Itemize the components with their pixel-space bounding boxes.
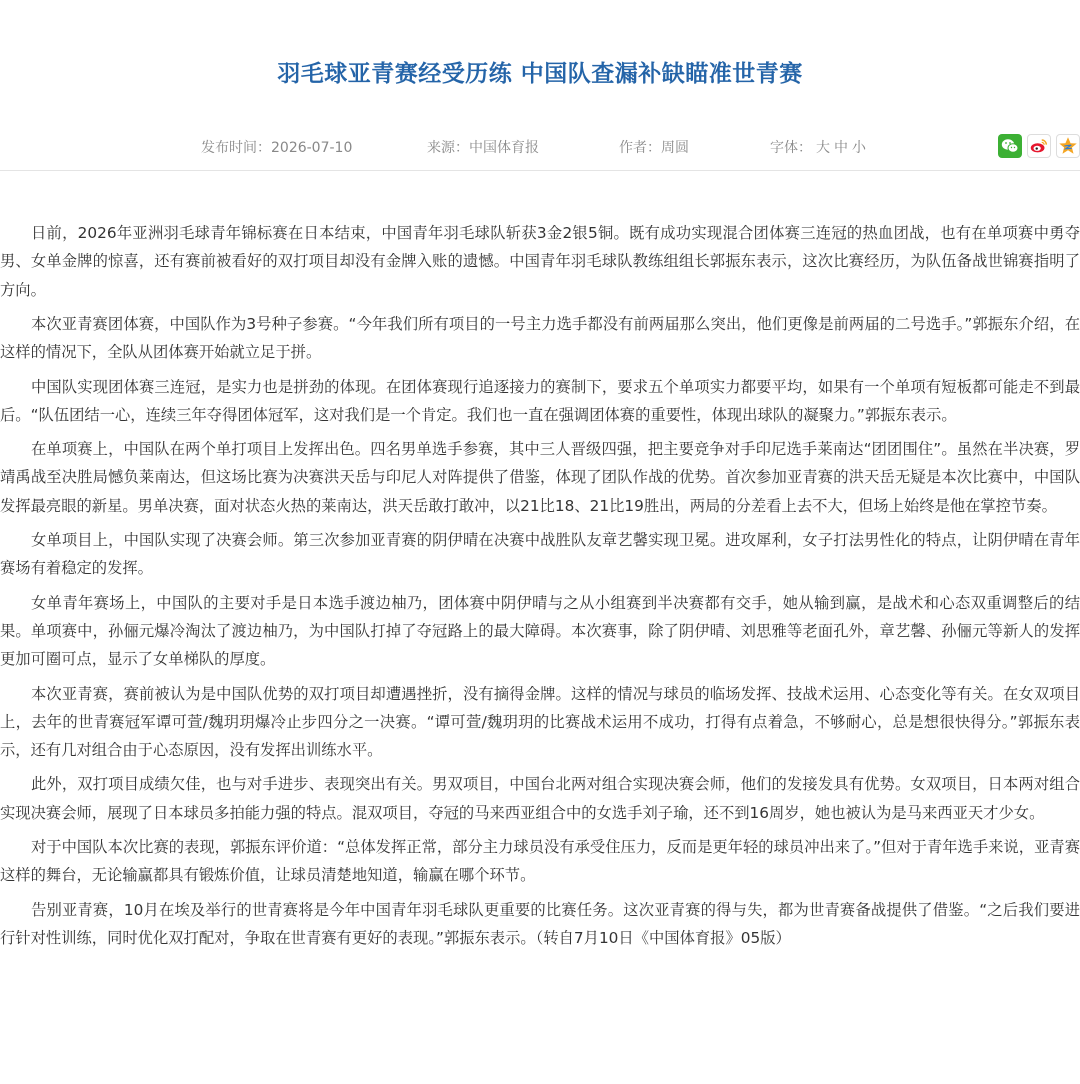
font-size-label: 字体： — [770, 140, 812, 156]
article-title: 羽毛球亚青赛经受历练 中国队查漏补缺瞄准世青赛 — [277, 61, 803, 87]
article-paragraph: 女单项目上，中国队实现了决赛会师。第三次参加亚青赛的阴伊晴在决赛中战胜队友章艺馨实现卫冕。进攻犀利，女子打法男性化的特点，让阴伊晴在青年赛场有着稳定的发挥。 — [0, 531, 1080, 578]
article-paragraph: 对于中国队本次比赛的表现，郭振东评价道：“总体发挥正常，部分主力球员没有承受住压力，反而是更年轻的球员冲出来了。”但对于青年选手来说，亚青赛这样的舞台，无论输赢都具有锻炼价值，让球员清楚地知道，输赢在哪个环节。 — [0, 838, 1080, 885]
publish-date-label: 发布时间： — [201, 140, 271, 156]
article-meta — [0, 134, 1080, 162]
article-body — [0, 219, 1080, 958]
qzone-icon — [1057, 135, 1079, 157]
article-paragraph: 告别亚青赛，10月在埃及举行的世青赛将是今年中国青年羽毛球队更重要的比赛任务。这次亚青赛的得与失，都为世青赛备战提供了借鉴。“之后我们要进行针对性训练，同时优化双打配对，争取在世青赛有更好的表现。”郭振东表示。（转自7月10日《中国体育报》05版） — [0, 900, 1080, 947]
weibo-icon — [1028, 135, 1050, 157]
share-wechat-button[interactable] — [998, 134, 1022, 158]
author-label: 作者： — [619, 140, 661, 156]
article-paragraph: 女单青年赛场上，中国队的主要对手是日本选手渡边柚乃，团体赛中阴伊晴与之从小组赛到半决赛都有交手，她从输到赢，是战术和心态双重调整后的结果。单项赛中，孙俪元爆冷淘汰了渡边柚乃，为中国队打掉了夺冠路上的最大障碍。本次赛事，除了阴伊晴、刘思雅等老面孔外，章艺馨、孙俪元等新人的发挥更加可圈可点，显示了女单梯队的厚度。 — [0, 593, 1080, 669]
font-size-large-button[interactable]: 大 — [816, 140, 830, 156]
article-paragraph: 此外，双打项目成绩欠佳，也与对手进步、表现突出有关。男双项目，中国台北两对组合实现决赛会师，他们的发接发具有优势。女双项目，日本两对组合实现决赛会师，展现了日本球员多拍能力强的特点。混双项目，夺冠的马来西亚组合中的女选手刘子瑜，还不到16周岁，她也被认为是马来西亚天才少女。 — [0, 775, 1080, 822]
article-paragraph: 在单项赛上，中国队在两个单打项目上发挥出色。四名男单选手参赛，其中三人晋级四强，把主要竞争对手印尼选手莱南达“团团围住”。虽然在半决赛，罗靖禹战至决胜局憾负莱南达，但这场比赛为决赛洪天岳与印尼人对阵提供了借鉴，体现了团队作战的优势。首次参加亚青赛的洪天岳无疑是本次比赛中，中国队发挥最亮眼的新星。男单决赛，面对状态火热的莱南达，洪天岳敢打敢冲，以21比18、21比19胜出，两局的分差看上去不大，但场上始终是他在掌控节奏。 — [0, 440, 1080, 515]
font-size-medium-button[interactable]: 中 — [834, 140, 848, 156]
author-value: 周圆 — [661, 140, 689, 156]
source-label: 来源： — [427, 140, 469, 156]
article-paragraph: 本次亚青赛团体赛，中国队作为3号种子参赛。“今年我们所有项目的一号主力选手都没有前两届那么突出，他们更像是前两届的二号选手。”郭振东介绍，在这样的情况下，全队从团体赛开始就立足于拼。 — [0, 314, 1080, 362]
article-paragraph: 中国队实现团体赛三连冠，是实力也是拼劲的体现。在团体赛现行追逐接力的赛制下，要求五个单项实力都要平均，如果有一个单项有短板都可能走不到最后。“队伍团结一心，连续三年夺得团体冠军，这对我们是一个肯定。我们也一直在强调团体赛的重要性，体现出球队的凝聚力。”郭振东表示。 — [0, 377, 1080, 424]
font-size-switcher — [770, 134, 866, 162]
share-weibo-button[interactable] — [1027, 134, 1051, 158]
share-qzone-button[interactable] — [1056, 134, 1080, 158]
article-paragraph: 日前，2026年亚洲羽毛球青年锦标赛在日本结束，中国青年羽毛球队斩获3金2银5铜。既有成功实现混合团体赛三连冠的热血团战，也有在单项赛中勇夺男、女单金牌的惊喜，还有赛前被看好的双打项目却没有金牌入账的遗憾。中国青年羽毛球队教练组组长郭振东表示，这次比赛经历，为队伍备战世锦赛指明了方向。 — [0, 224, 1080, 299]
publish-date-value: 2026-07-10 — [271, 140, 353, 156]
font-size-small-button[interactable]: 小 — [852, 140, 866, 156]
article-paragraph: 本次亚青赛，赛前被认为是中国队优势的双打项目却遭遇挫折，没有摘得金牌。这样的情况与球员的临场发挥、技战术运用、心态变化等有关。在女双项目上，去年的世青赛冠军谭可萱/魏玥玥爆冷止步四分之一决赛。“谭可萱/魏玥玥的比赛战术运用不成功，打得有点着急，不够耐心，总是想很快得分。”郭振东表示，还有几对组合由于心态原因，没有发挥出训练水平。 — [0, 684, 1080, 760]
article-author — [619, 134, 689, 162]
wechat-icon — [998, 134, 1022, 158]
header-divider — [0, 170, 1080, 171]
article-source — [427, 134, 539, 162]
publish-date — [201, 134, 352, 162]
source-value: 中国体育报 — [469, 140, 539, 156]
